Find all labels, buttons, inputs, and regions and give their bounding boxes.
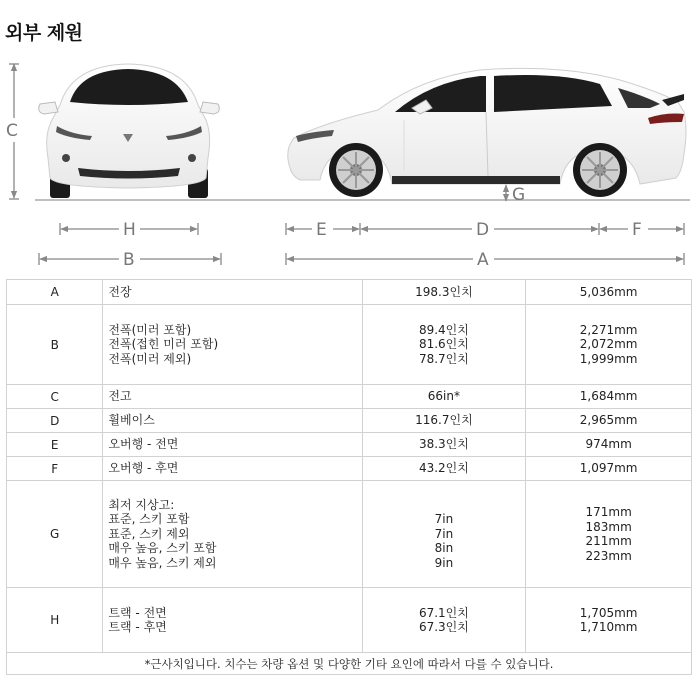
dimension-label-b: B xyxy=(123,250,135,270)
row-key: F xyxy=(7,457,103,481)
row-inches: 7in 7in 8in 9in xyxy=(362,481,526,588)
row-mm: 2,271mm 2,072mm 1,999mm xyxy=(526,305,692,385)
page-title: 외부 제원 xyxy=(5,22,83,44)
row-key: A xyxy=(7,280,103,305)
row-key: G xyxy=(7,481,103,588)
dimension-label-h: H xyxy=(123,220,136,240)
table-row xyxy=(7,481,692,588)
table-row xyxy=(7,305,692,385)
front-view-car-icon xyxy=(39,64,220,198)
table-row xyxy=(7,433,692,457)
row-key: C xyxy=(7,385,103,409)
dimension-label-c: C xyxy=(6,121,18,141)
row-name: 오버행 - 전면 xyxy=(103,433,362,457)
dimension-label-g: G xyxy=(512,185,526,205)
footnote-row xyxy=(7,653,692,675)
dimension-label-e: E xyxy=(316,220,327,240)
row-name: 휠베이스 xyxy=(103,409,362,433)
row-name: 오버행 - 후면 xyxy=(103,457,362,481)
table-row xyxy=(7,588,692,653)
vehicle-dimension-diagram xyxy=(0,50,700,275)
row-inches: 67.1인치 67.3인치 xyxy=(362,588,526,653)
row-mm: 1,097mm xyxy=(526,457,692,481)
dimension-f xyxy=(600,223,684,235)
row-inches: 116.7인치 xyxy=(362,409,526,433)
row-inches: 66in* xyxy=(362,385,526,409)
row-name: 전장 xyxy=(103,280,362,305)
table-row xyxy=(7,409,692,433)
row-mm: 1,705mm 1,710mm xyxy=(526,588,692,653)
row-inches: 43.2인치 xyxy=(362,457,526,481)
footnote: *근사치입니다. 치수는 차량 옵션 및 다양한 기타 요인에 따라서 다를 수 있습니다. xyxy=(7,653,692,675)
row-name: 최저 지상고: 표준, 스키 포함 표준, 스키 제외 매우 높음, 스키 포함 매우 높음, 스키 제외 xyxy=(103,481,362,588)
row-mm: 5,036mm xyxy=(526,280,692,305)
row-inches: 198.3인치 xyxy=(362,280,526,305)
dimension-label-f: F xyxy=(632,220,642,240)
row-mm: 974mm xyxy=(526,433,692,457)
table-row xyxy=(7,385,692,409)
dimension-label-d: D xyxy=(476,220,490,240)
row-key: H xyxy=(7,588,103,653)
side-view-car-icon xyxy=(288,68,686,197)
table-row xyxy=(7,457,692,481)
row-mm: 2,965mm xyxy=(526,409,692,433)
row-key: E xyxy=(7,433,103,457)
row-mm: 1,684mm xyxy=(526,385,692,409)
table-row xyxy=(7,280,692,305)
dimension-label-a: A xyxy=(477,250,489,270)
row-name: 트랙 - 전면 트랙 - 후면 xyxy=(103,588,362,653)
row-mm: 171mm 183mm 211mm 223mm xyxy=(526,481,692,588)
row-key: D xyxy=(7,409,103,433)
specs-table xyxy=(6,279,692,675)
row-name: 전고 xyxy=(103,385,362,409)
row-inches: 38.3인치 xyxy=(362,433,526,457)
row-key: B xyxy=(7,305,103,385)
row-inches: 89.4인치 81.6인치 78.7인치 xyxy=(362,305,526,385)
row-name: 전폭(미러 포함) 전폭(접힌 미러 포함) 전폭(미러 제외) xyxy=(103,305,362,385)
